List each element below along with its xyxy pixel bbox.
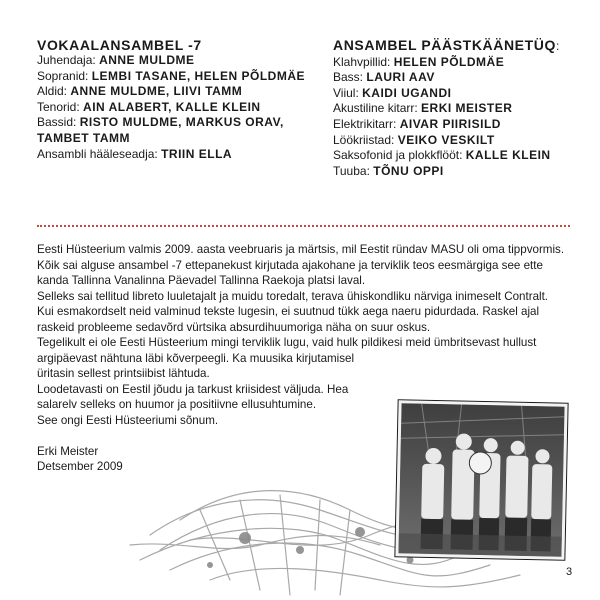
- credits-vocal-ensemble: [37, 37, 317, 162]
- credit-names: KAIDI UGANDI: [362, 85, 452, 100]
- paragraph-line: Eesti Hüsteerium valmis 2009. aasta veebruaris ja märtsis, mil Eestit ründav MASU oli oma tippvormis.: [37, 243, 565, 256]
- body-text: [37, 242, 572, 475]
- credit-names: TAMBET TAMM: [37, 130, 131, 145]
- paragraph-line: See ongi Eesti Hüsteeriumi sõnum.: [37, 413, 219, 427]
- credit-names: ANNE MULDME, LIIVI TAMM: [70, 84, 243, 99]
- credit-row: [333, 101, 573, 117]
- credit-names: VEIKO VESKILT: [397, 132, 495, 147]
- paragraph-line: Kõik sai alguse ansambel -7 ettepanekust kirjutada ajakohane ja terviklik teos eesmärgiga see ette: [37, 258, 543, 272]
- paragraph-line: Tegelikult ei ole Eesti Hüsteerium mingi terviklik lugu, vaid hulk pildikesi meid ümbritsevast hullust: [37, 336, 537, 349]
- credit-names: KALLE KLEIN: [465, 148, 551, 163]
- credit-row: [37, 53, 317, 69]
- credit-names: LEMBI TASANE, HELEN PÕLDMÄE: [91, 68, 305, 83]
- credit-role: Bassid:: [37, 115, 80, 130]
- paragraph-line: kanda Tallinna Vanalinna Päevadel Tallinna Raekoja platsi laval.: [37, 274, 366, 287]
- credit-names: TRIIN ELLA: [161, 146, 233, 161]
- credit-names: TÕNU OPPI: [373, 163, 444, 178]
- credit-names: HELEN PÕLDMÄE: [393, 54, 505, 69]
- credit-role: Bass:: [333, 70, 367, 85]
- paragraph-line: salarelv selleks on huumor ja positiivne ellusuhtumine.: [37, 398, 317, 411]
- credit-row: [37, 84, 317, 100]
- credit-row: [37, 69, 317, 85]
- band-heading-line: [333, 37, 573, 55]
- page-number: 3: [566, 566, 573, 578]
- credit-row: [37, 147, 317, 163]
- credit-row: [37, 100, 317, 116]
- credit-role: Sopranid:: [37, 68, 92, 83]
- credit-row: [333, 86, 573, 102]
- credit-role: Aldid:: [37, 84, 71, 99]
- credit-row: [333, 164, 573, 180]
- paragraph-line: Selleks sai tellitud libreto luuletajalt ja muidu toredalt, terava ühiskondliku närviga inimeselt Contralt.: [37, 289, 549, 303]
- paragraph-line: argipäevast nähtuna läbi kõverpeegli. Ka muusika kirjutamisel: [37, 351, 355, 365]
- credit-row: [333, 133, 573, 149]
- credit-names: AIVAR PIIRISILD: [399, 116, 501, 131]
- band-heading: ANSAMBEL PÄÄSTKÄÄNETÜQ: [333, 37, 556, 53]
- credit-names: AIN ALABERT, KALLE KLEIN: [83, 99, 261, 114]
- credit-names: LAURI AAV: [366, 70, 435, 85]
- paragraph-line: raskeid probleeme sedavõrd vürtsika absurdihuumoriga näha on suur oskus.: [37, 320, 431, 334]
- credit-role: Saksofonid ja plokkflööt:: [333, 148, 466, 163]
- credit-role: Tenorid:: [37, 99, 84, 114]
- credit-row: [333, 70, 573, 86]
- credit-names: ANNE MULDME: [99, 53, 195, 67]
- vocal-ensemble-heading: VOKAALANSAMBEL -7: [37, 37, 202, 53]
- signature-date: Detsember 2009: [37, 460, 123, 473]
- credit-row: [333, 55, 573, 71]
- credit-row: [333, 117, 573, 133]
- dotted-divider: [37, 225, 570, 227]
- credit-role: Akustiline kitarr:: [333, 101, 422, 116]
- credit-role: Ansambli hääleseadja:: [37, 146, 162, 161]
- author-name: Erki Meister: [37, 444, 99, 458]
- credit-row: [37, 131, 317, 147]
- credit-names: ERKI MEISTER: [421, 101, 513, 116]
- credit-row: [333, 148, 573, 164]
- credit-role: Tuuba:: [333, 163, 374, 178]
- paragraph-line: Loodetavasti on Eestil jõudu ja tarkust kriisidest väljuda. Hea: [37, 382, 349, 396]
- credit-role: Juhendaja:: [37, 53, 100, 67]
- credit-names: RISTO MULDME, MARKUS ORAV,: [79, 115, 284, 130]
- band-heading-colon: :: [555, 39, 560, 53]
- credit-row: [37, 115, 317, 131]
- credit-role: Elektrikitarr:: [333, 116, 400, 131]
- credit-role: Viiul:: [333, 85, 363, 100]
- credit-role: Löökriistad:: [333, 132, 398, 147]
- paragraph-line: Kui esmakordselt neid valminud tekste lugesin, ei suutnud tükk aega naeru pidurdada. Raskel ajal: [37, 305, 540, 318]
- paragraph-line: üritasin sellest printsiibist lähtuda.: [37, 367, 210, 380]
- credit-role: Klahvpillid:: [333, 54, 394, 69]
- credits-band: [333, 37, 573, 179]
